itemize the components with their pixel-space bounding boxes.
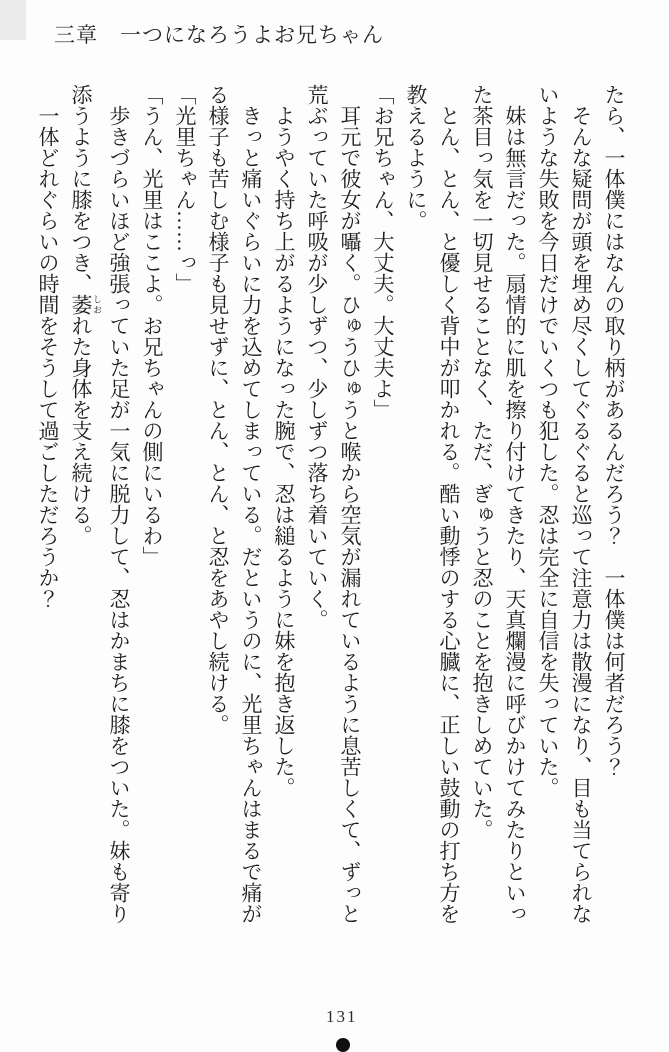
text-line: きっと痛いぐらいに力を込めてしまっている。だというのに、光里ちゃんはまるで痛が — [239, 105, 263, 924]
text-line: とん、とん、と優しく背中が叩かれる。酷い動悸のする心臓に、正しい鼓動の打ち方を — [437, 105, 461, 924]
vertical-text-body — [31, 84, 630, 940]
text-line: 荒ぶっていた呼吸が少しずつ、少しずつ落ち着いていく。 — [305, 84, 329, 630]
text-line: 歩きづらいほど強張っていた足が一気に脱力して、忍はかまちに膝をついた。妹も寄り — [107, 105, 131, 924]
text-line: 教えるように。 — [404, 84, 428, 231]
scan-artifact-corner — [0, 0, 26, 40]
text-line: 妹は無言だった。扇情的に肌を擦り付けてきたり、天真爛漫に呼びかけてみたりといっ — [503, 105, 527, 924]
text-line: 一体どれぐらいの時間をそうして過ごしただろうか？ — [36, 105, 60, 609]
text-line: 添うように膝をつき、萎 しおれた身体を支え続ける。 — [69, 84, 102, 546]
text-line: る様子も苦しむ様子も見せずに、とん、とん、と忍をあやし続ける。 — [206, 84, 230, 735]
text-line: そんな疑問が頭を埋め尽くしてぐるぐると巡って注意力は散漫になり、目も当てられな — [569, 105, 593, 924]
text-line: ようやく持ち上がるようになった腕で、忍は縋るように妹を抱き返した。 — [272, 105, 296, 798]
text-line: いような失敗を今日だけでいくつも犯した。忍は完全に自信を失っていた。 — [536, 84, 560, 798]
text-line: 「うん、光里はここよ。お兄ちゃんの側にいるわ」 — [140, 84, 164, 567]
page-number: 131 — [326, 1007, 358, 1026]
text-line: 「お兄ちゃん、大丈夫。大丈夫よ」 — [371, 84, 395, 420]
text-line: たら、一体僕にはなんの取り柄があるんだろう？ 一体僕は何者だろう？ — [602, 84, 626, 777]
text-line: た茶目っ気を一切見せることなく、ただ、ぎゅうと忍のことを抱きしめていた。 — [470, 84, 494, 840]
chapter-header: 三章 一つになろうよお兄ちゃん — [54, 23, 384, 47]
text-line: 「光里ちゃん……っ」 — [173, 84, 197, 294]
ruby-annotation: 萎 しお — [69, 294, 102, 315]
text-line: 耳元で彼女が囁く。ひゅうひゅうと喉から空気が漏れているように息苦しくて、ずっと — [338, 105, 362, 924]
